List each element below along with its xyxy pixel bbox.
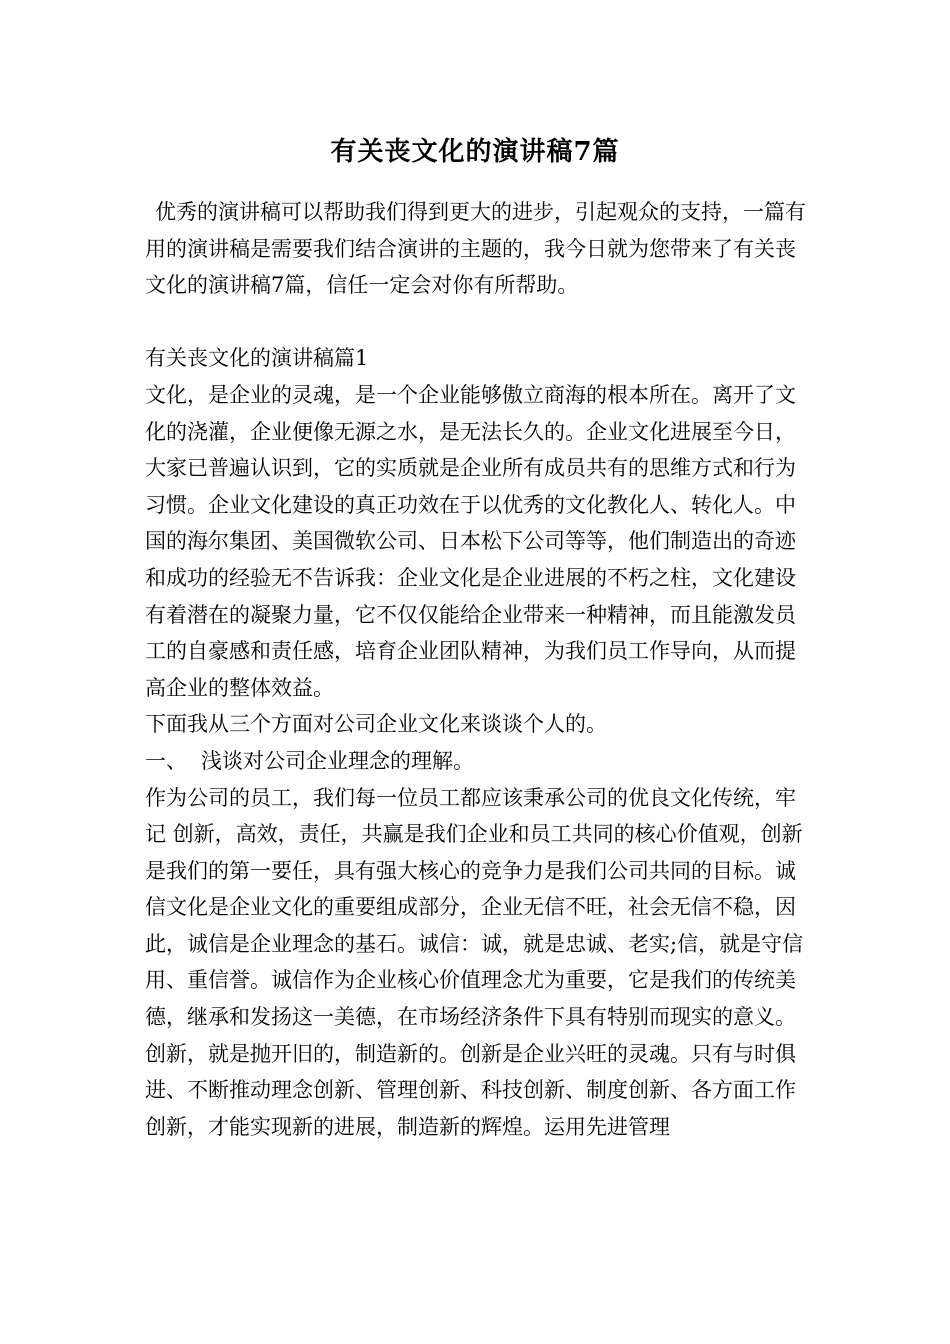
body-paragraph-1: 文化，是企业的灵魂，是一个企业能够傲立商海的根本所在。离开了文化的浇灌，企业便像无源之水，是无法长久的。企业文化进展至今日，大家已普遍认识到，它的实质就是企业所有成员共有的思维方式和行为习惯。企业文化建设的真正功效在于以优秀的文化教化人、转化人。中国的海尔集团、美国微软公司、日本松下公司等等，他们制造出的奇迹和成功的经验无不告诉我：企业文化是企业进展的不朽之柱，文化建设有着潜在的凝聚力量，它不仅仅能给企业带来一种精神，而且能激发员工的自豪感和责任感，培育企业团队精神，为我们员工作导向，从而提高企业的整体效益。 bbox=[145, 382, 796, 700]
document-title: 有关丧文化的演讲稿7篇 bbox=[330, 137, 620, 167]
body-paragraph-2: 下面我从三个方面对公司企业文化来谈谈个人的。 bbox=[145, 712, 607, 737]
numbered-item-number: 一、 bbox=[145, 748, 187, 773]
body-paragraph-4: 创新，就是抛开旧的，制造新的。创新是企业兴旺的灵魂。只有与时俱进、不断推动理念创新、管理创新、科技创新、制度创新、各方面工作创新，才能实现新的进展，制造新的辉煌。运用先进管理 bbox=[145, 1041, 796, 1139]
paragraph-gap bbox=[145, 304, 810, 341]
section-heading: 有关丧文化的演讲稿篇1 bbox=[145, 346, 369, 371]
document-body bbox=[145, 194, 810, 1145]
intro-paragraph: 优秀的演讲稿可以帮助我们得到更大的进步，引起观众的支持，一篇有用的演讲稿是需要我们结合演讲的主题的，我今日就为您带来了有关丧文化的演讲稿7篇，信任一定会对你有所帮助。 bbox=[145, 200, 806, 298]
numbered-item-text: 浅谈对公司企业理念的理解。 bbox=[201, 748, 474, 773]
numbered-item bbox=[145, 743, 810, 780]
body-paragraph-3: 作为公司的员工，我们每一位员工都应该秉承公司的优良文化传统，牢记 创新，高效，责任，共赢是我们企业和员工共同的核心价值观，创新是我们的第一要任，具有强大核心的竞争力是我们公司共同的目标。诚信文化是企业文化的重要组成部分，企业无信不旺，社会无信不稳，因此，诚信是企业理念的基石。诚信：诚，就是忠诚、老实;信，就是守信用、重信誉。诚信作为企业核心价值理念尤为重要，它是我们的传统美德，继承和发扬这一美德，在市场经济条件下具有特别而现实的意义。 bbox=[145, 785, 804, 1030]
